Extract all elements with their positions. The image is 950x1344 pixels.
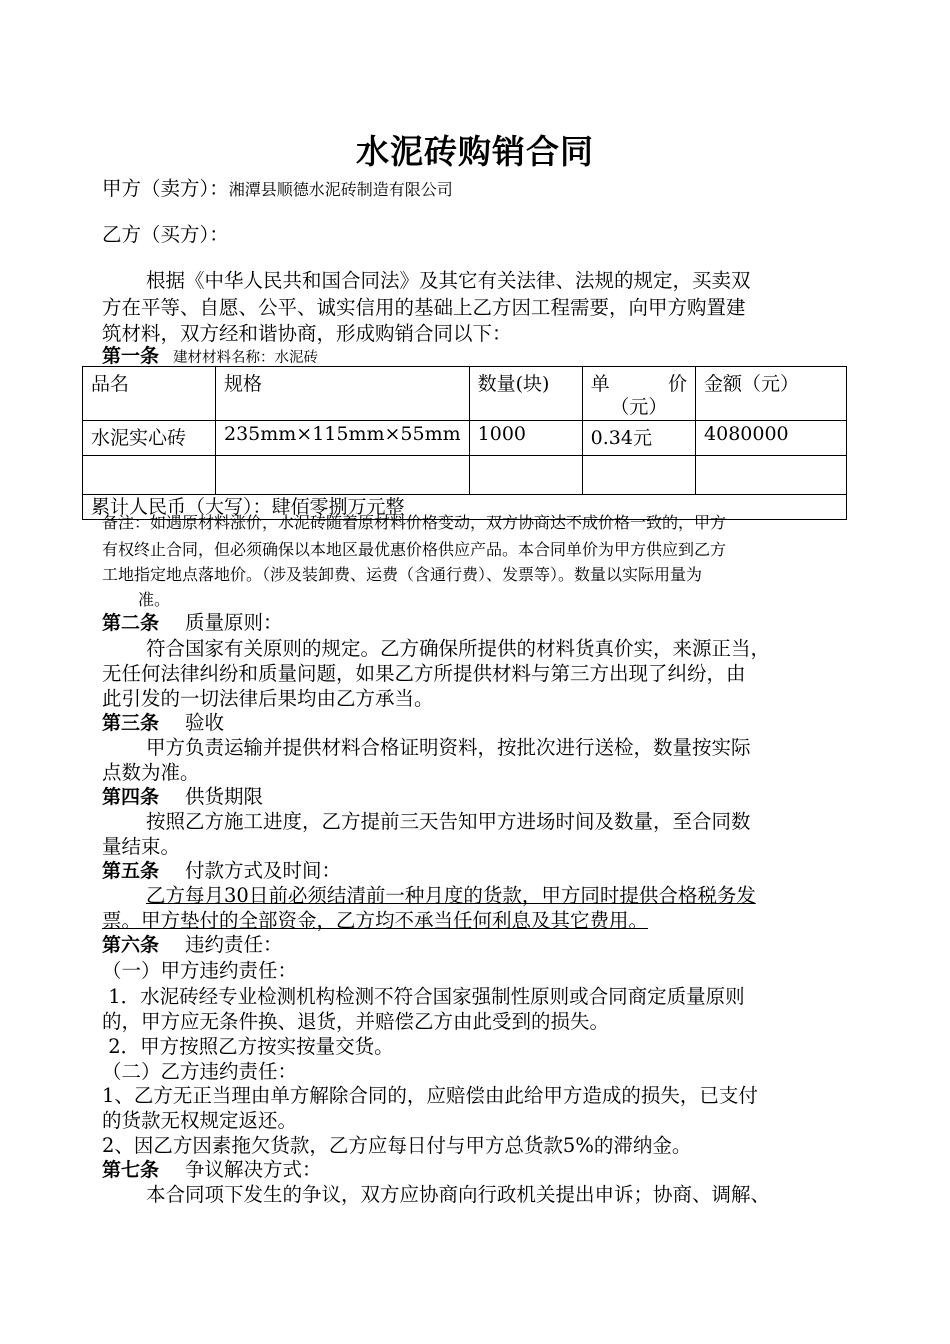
header-unit-price-a: 单 — [590, 373, 610, 395]
article-3-label: 第三条 — [102, 712, 160, 734]
article-5-heading: 付款方式及时间： — [185, 859, 342, 882]
table-header-row — [83, 367, 847, 421]
article-2 — [102, 610, 854, 636]
article-6-a-line-3: 2．甲方按照乙方按实按量交货。 — [102, 1035, 394, 1058]
cell-amount: 4080000 — [696, 421, 847, 456]
empty-cell — [469, 456, 582, 495]
article-6-label: 第六条 — [102, 934, 160, 956]
note-line-4: 准。 — [138, 590, 171, 609]
article-1-text: 建材材料名称：水泥砖 — [173, 350, 319, 366]
header-amount: 金额（元） — [696, 367, 847, 421]
article-3 — [102, 710, 854, 736]
header-spec: 规格 — [215, 367, 469, 421]
goods-table — [82, 366, 847, 520]
header-name: 品名 — [83, 367, 216, 421]
article-2-line-1: 符合国家有关原则的规定。乙方确保所提供的材料货真价实，来源正当， — [146, 637, 771, 660]
article-7-label: 第七条 — [102, 1159, 160, 1181]
cell-quantity: 1000 — [469, 421, 582, 456]
empty-cell — [696, 456, 847, 495]
intro-line-3: 筑材料，双方经和谐协商，形成购销合同以下： — [102, 322, 512, 345]
article-6-a-line-1: 1．水泥砖经专业检测机构检测不符合国家强制性原则或合同商定质量原则 — [102, 985, 745, 1008]
article-6 — [102, 932, 854, 958]
total-cell: 累计人民币（大写）：肆佰零捌万元整 — [83, 495, 847, 520]
empty-cell — [215, 456, 469, 495]
article-6-a-line-2: 的，甲方应无条件换、退货，并赔偿乙方由此受到的损失。 — [102, 1010, 610, 1033]
intro-line-2: 方在平等、自愿、公平、诚实信用的基础上乙方因工程需要，向甲方购置建 — [102, 296, 746, 319]
article-7 — [102, 1157, 854, 1183]
article-6-sub-a: （一）甲方违约责任： — [102, 959, 298, 982]
article-1-label: 第一条 — [102, 345, 160, 367]
article-4-label: 第四条 — [102, 786, 160, 808]
article-4-heading: 供货期限 — [185, 785, 264, 808]
article-7-line-1: 本合同项下发生的争议，双方应协商向行政机关提出申诉；协商、调解、 — [146, 1183, 771, 1206]
note-line-2: 有权终止合同，但必须确保以本地区最优惠价格供应产品。本合同单价为甲方供应到乙方 — [102, 540, 727, 559]
seller-name: 湘潭县顺德水泥砖制造有限公司 — [228, 180, 453, 199]
note-line-1: 备注：如遇原材料涨价，水泥砖随着原材料价格变动，双方协商达不成价格一致的，甲方 — [102, 513, 727, 532]
empty-cell — [582, 456, 695, 495]
article-2-label: 第二条 — [102, 612, 160, 634]
article-4-line-2: 量结束。 — [102, 835, 181, 858]
header-unit-price-c: （元） — [610, 396, 668, 418]
article-3-heading: 验收 — [185, 711, 225, 734]
article-6-b-line-1: 1、乙方无正当理由单方解除合同的，应赔偿由此给甲方造成的损失，已支付 — [102, 1084, 758, 1107]
header-unit-price — [582, 367, 695, 421]
buyer-line: 乙方（买方）： — [102, 223, 229, 246]
article-6-b-line-2: 的货款无权规定返还。 — [102, 1109, 298, 1132]
intro-line-1: 根据《中华人民共和国合同法》及其它有关法律、法规的规定，买卖双 — [146, 269, 751, 292]
header-unit-price-b: 价 — [668, 373, 688, 395]
article-4 — [102, 784, 854, 810]
article-6-heading: 违约责任： — [185, 933, 283, 956]
article-4-line-1: 按照乙方施工进度，乙方提前三天告知甲方进场时间及数量，至合同数 — [146, 810, 751, 833]
article-5-line-2: 票。甲方垫付的全部资金，乙方均不承当任何利息及其它费用。 — [102, 909, 649, 932]
seller-label: 甲方（卖方）： — [102, 177, 229, 200]
article-5 — [102, 858, 854, 884]
empty-cell — [83, 456, 216, 495]
note-line-3: 工地指定地点落地价。（涉及装卸费、运费（含通行费）、发票等）。数量以实际用量为 — [102, 565, 703, 584]
article-6-b-line-3: 2、因乙方因素拖欠货款，乙方应每日付与甲方总货款5%的滞纳金。 — [102, 1134, 692, 1157]
article-2-heading: 质量原则： — [185, 611, 283, 634]
article-5-line-2-wrap — [102, 908, 854, 934]
cell-unit-price: 0.34元 — [582, 421, 695, 456]
article-3-line-1: 甲方负责运输并提供材料合格证明资料，按批次进行送检，数量按实际 — [146, 736, 751, 759]
article-7-heading: 争议解决方式： — [185, 1158, 322, 1181]
table-row — [83, 421, 847, 456]
article-2-line-2: 无任何法律纠纷和质量问题，如果乙方所提供材料与第三方出现了纠纷，由 — [102, 662, 746, 685]
cell-spec: 235mm×115mm×55mm — [215, 421, 469, 456]
seller-line — [102, 176, 854, 203]
article-6-sub-b: （二）乙方违约责任： — [102, 1060, 298, 1083]
article-5-line-1: 乙方每月30日前必须结清前一种月度的货款，甲方同时提供合格税务发 — [146, 884, 756, 907]
article-5-label: 第五条 — [102, 860, 160, 882]
article-2-line-3: 此引发的一切法律后果均由乙方承当。 — [102, 687, 434, 710]
cell-name: 水泥实心砖 — [83, 421, 216, 456]
article-3-line-2: 点数为准。 — [102, 761, 200, 784]
table-row-empty — [83, 456, 847, 495]
header-quantity: 数量(块) — [469, 367, 582, 421]
page-title: 水泥砖购销合同 — [356, 132, 594, 171]
